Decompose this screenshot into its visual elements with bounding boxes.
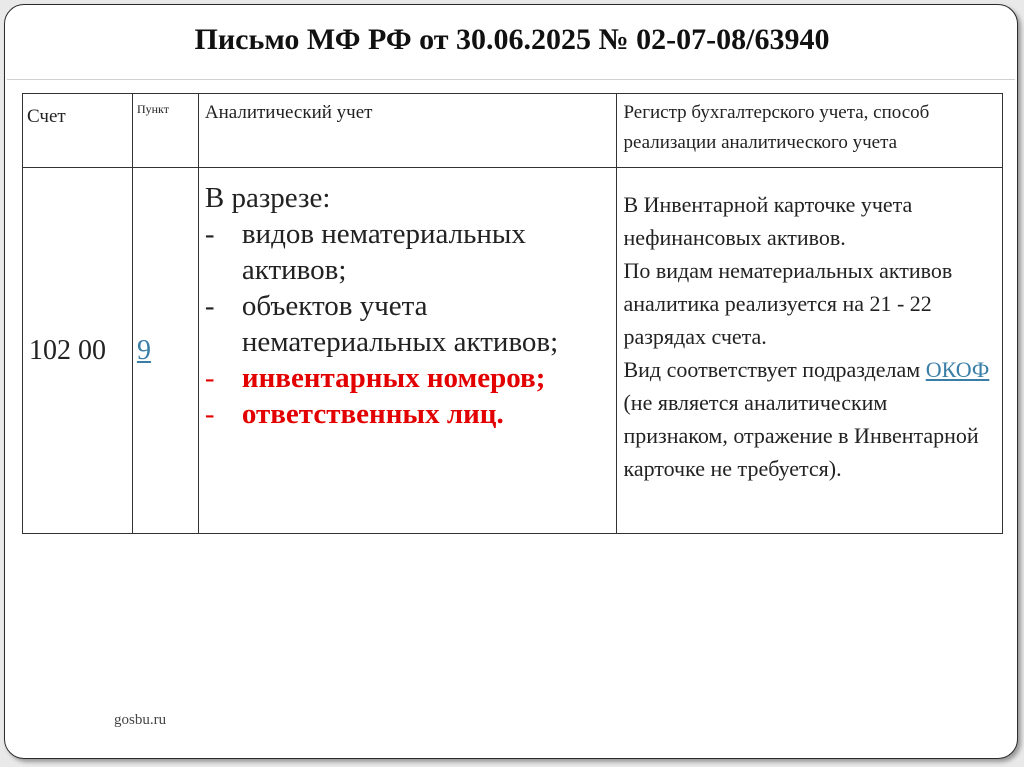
table-header-row bbox=[23, 94, 1003, 168]
cell-punkt bbox=[132, 168, 198, 534]
list-dash: - bbox=[204, 290, 215, 322]
list-item-text: ответственных лиц. bbox=[241, 398, 504, 430]
list-item-text: объектов учета нематериальных активов; bbox=[241, 290, 559, 358]
cell-analytic bbox=[198, 168, 617, 534]
punkt-link[interactable]: 9 bbox=[136, 334, 151, 366]
accounting-table bbox=[22, 93, 1003, 534]
list-item-highlighted bbox=[205, 396, 609, 432]
footer-source: gosbu.ru bbox=[114, 712, 167, 728]
header-schet: Счет bbox=[23, 94, 133, 168]
list-item-text: видов нематериальных активов; bbox=[241, 218, 526, 286]
title-divider bbox=[7, 79, 1015, 80]
table-row bbox=[23, 168, 1003, 534]
cell-register bbox=[617, 168, 1003, 534]
cell-schet: 102 00 bbox=[23, 168, 133, 534]
list-dash: - bbox=[204, 218, 215, 250]
list-item-highlighted bbox=[205, 360, 609, 396]
list-item-text: инвентарных номеров; bbox=[241, 362, 546, 394]
register-text-3: Вид соответствует подразделам bbox=[623, 357, 921, 382]
register-text-3-rest: (не является аналитическим признаком, отражение в Инвентарной карточке не требуется). bbox=[623, 390, 979, 481]
header-analytic: Аналитический учет bbox=[198, 94, 617, 168]
analytic-intro: В разрезе: bbox=[204, 182, 331, 214]
register-text-1: В Инвентарной карточке учета нефинансовых активов. bbox=[623, 192, 913, 250]
slide bbox=[4, 4, 1018, 759]
register-text-2: По видам нематериальных активов аналитика реализуется на 21 - 22 разрядах счета. bbox=[623, 258, 953, 349]
list-item bbox=[205, 288, 609, 360]
list-dash: - bbox=[204, 398, 215, 430]
header-register: Регистр бухгалтерского учета, способ реализации аналитического учета bbox=[617, 94, 1003, 168]
list-dash: - bbox=[204, 362, 215, 394]
list-item bbox=[205, 216, 609, 288]
okof-link[interactable]: ОКОФ bbox=[925, 357, 990, 382]
header-punkt: Пункт bbox=[132, 94, 198, 168]
page-title: Письмо МФ РФ от 30.06.2025 № 02-07-08/63940 bbox=[194, 23, 830, 56]
analytic-list bbox=[205, 216, 609, 432]
